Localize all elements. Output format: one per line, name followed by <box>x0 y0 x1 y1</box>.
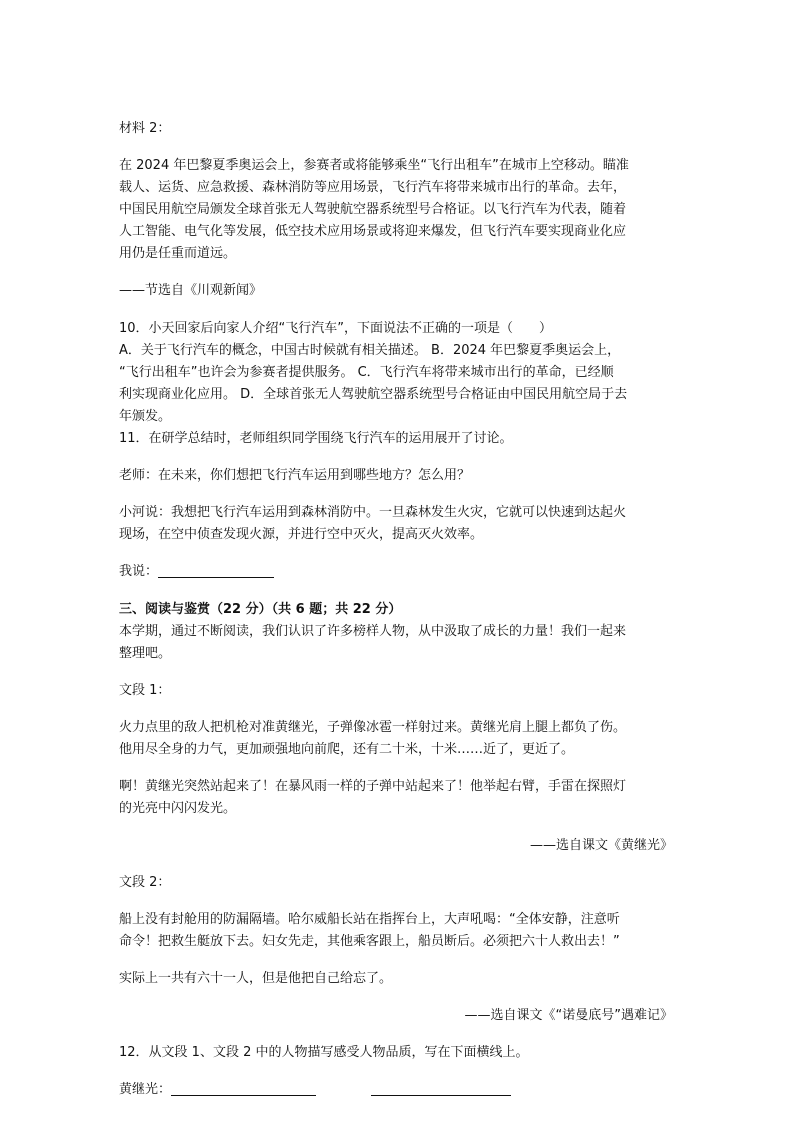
teacher-dialogue: 老师：在未来，你们想把飞行汽车运用到哪些地方？怎么用？ <box>119 468 471 483</box>
material-source: ——节选自《川观新闻》 <box>119 283 263 298</box>
material-line: 人工智能、电气化等发展，低空技术应用场景或将迎来爆发，但飞行汽车要实现商业化应 <box>119 224 627 239</box>
answer-label: 黄继光： <box>119 1082 172 1097</box>
answer-blank-2[interactable] <box>371 1080 511 1096</box>
section-heading: 三、阅读与鉴赏（22 分）（共 6 题；共 22 分） <box>119 602 402 617</box>
answer-blank[interactable] <box>158 562 274 578</box>
question-line: A．关于飞行汽车的概念，中国古时候就有相关描述。 B．2024 年巴黎夏季奥运会上， <box>119 343 621 358</box>
question-10 <box>119 318 673 428</box>
xiaohe-dialogue: 小河说：我想把飞行汽车运用到森林消防中。一旦森林发生火灾，它就可以快速到达起火 <box>119 505 627 520</box>
passage-line: 实际上一共有六十一人，但是他把自己给忘了。 <box>119 971 393 986</box>
question-12 <box>119 1042 673 1101</box>
answer-label: 我说： <box>119 564 159 579</box>
material-line: 载人、运货、应急救援、森林消防等应用场景，飞行汽车将带来城市出行的革命。去年， <box>119 180 627 195</box>
passage-line: 船上没有封舱用的防漏隔墙。哈尔威船长站在指挥台上，大声吼喝：“全体安静，注意听 <box>119 912 620 927</box>
passage-line: 啊！黄继光突然站起来了！在暴风雨一样的子弹中站起来了！他举起右臂，手雷在探照灯 <box>119 779 627 794</box>
question-line: 年颁发。 <box>119 409 172 424</box>
xiaohe-dialogue: 现场，在空中侦查发现火源，并进行空中灭火，提高灭火效率。 <box>119 527 484 542</box>
material-line: 中国民用航空局颁发全球首张无人驾驶航空器系统型号合格证。以飞行汽车为代表，随着 <box>119 202 627 217</box>
question-line: 利实现商业化应用。 D．全球首张无人驾驶航空器系统型号合格证由中国民用航空局于去 <box>119 387 628 402</box>
material-heading: 材料 2： <box>119 121 171 136</box>
question-line: “飞行出租车”也许会为参赛者提供服务。 C．飞行汽车将带来城市出行的革命，已经顺 <box>119 365 614 380</box>
passage-1 <box>119 680 673 857</box>
passage-line: 的光亮中闪闪发光。 <box>119 801 237 816</box>
section-intro: 整理吧。 <box>119 646 172 661</box>
answer-blank-1[interactable] <box>171 1080 316 1096</box>
answer-row-me <box>119 561 673 583</box>
material-paragraph <box>119 155 673 265</box>
question-11 <box>119 428 673 583</box>
section-3 <box>119 599 673 665</box>
question-line: 10．小天回家后向家人介绍“飞行汽车”，下面说法不正确的一项是（ ） <box>119 321 553 336</box>
question-stem: 12．从文段 1、文段 2 中的人物描写感受人物品质，写在下面横线上。 <box>119 1045 529 1060</box>
material-line: 在 2024 年巴黎夏季奥运会上，参赛者或将能够乘坐“飞行出租车”在城市上空移动。瞄准 <box>119 158 629 173</box>
passage-source: ——选自课文《黄继光》 <box>529 838 673 853</box>
passage-line: 命令！把救生艇放下去。妇女先走，其他乘客跟上，船员断后。必须把六十人救出去！” <box>119 934 620 949</box>
section-intro: 本学期，通过不断阅读，我们认识了许多榜样人物，从中汲取了成长的力量！我们一起来 <box>119 624 627 639</box>
passage-heading: 文段 2： <box>119 875 171 890</box>
passage-line: 他用尽全身的力气，更加顽强地向前爬，还有二十米，十米……近了，更近了。 <box>119 742 575 757</box>
passage-line: 火力点里的敌人把机枪对准黄继光，子弹像冰雹一样射过来。黄继光肩上腿上都负了伤。 <box>119 720 627 735</box>
passage-2 <box>119 872 673 1027</box>
material-line: 用仍是任重而道远。 <box>119 246 237 261</box>
question-stem: 11．在研学总结时，老师组织同学围绕飞行汽车的运用展开了讨论。 <box>119 431 513 446</box>
answer-row-huangjiguang <box>119 1079 673 1101</box>
exam-page <box>119 118 673 1101</box>
passage-heading: 文段 1： <box>119 683 171 698</box>
passage-source: ——选自课文《“诺曼底号”遇难记》 <box>464 1008 673 1023</box>
